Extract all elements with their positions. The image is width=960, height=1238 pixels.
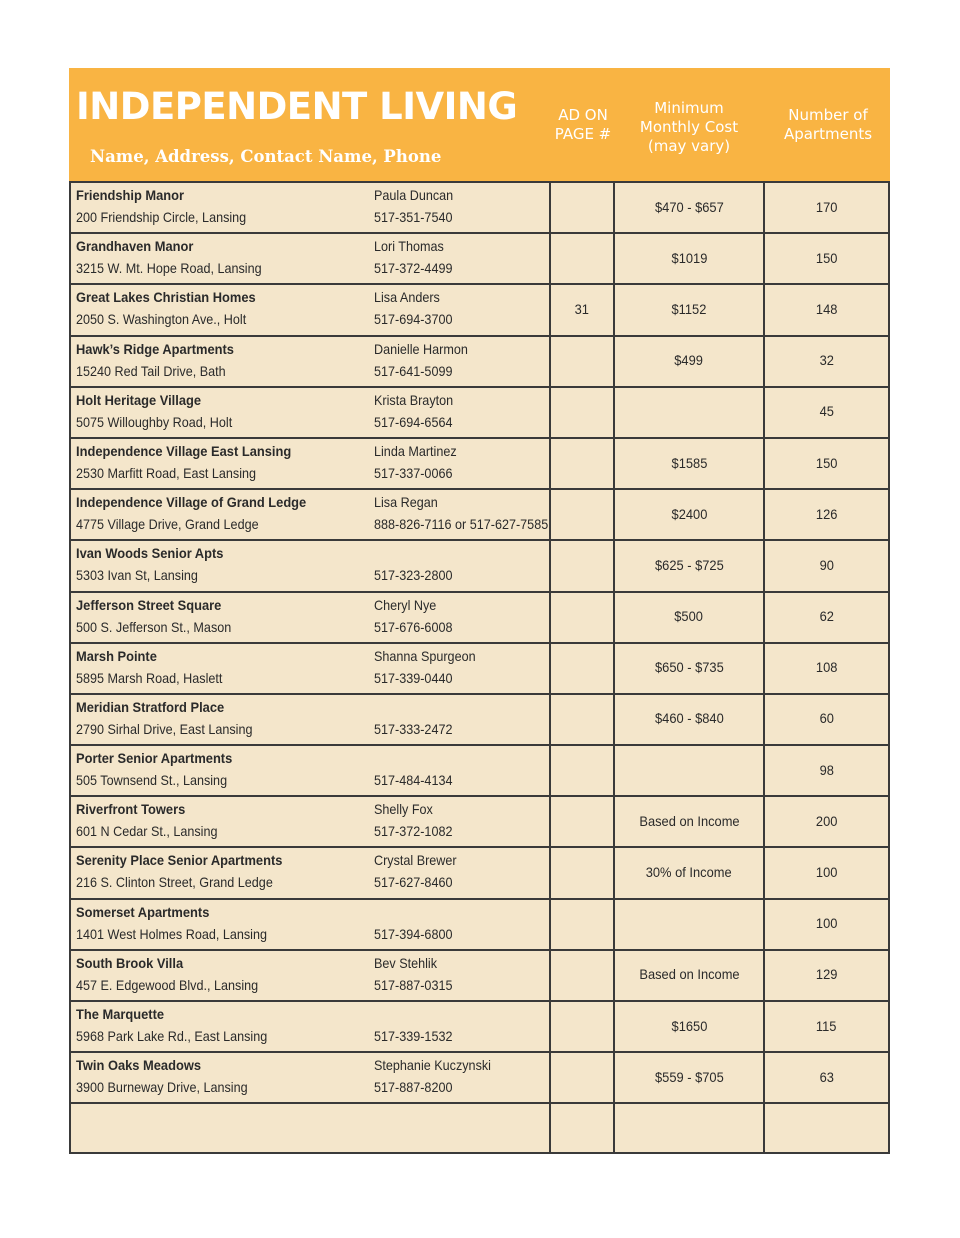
table-row [71, 797, 888, 848]
monthly-cost-value: $499 [674, 352, 704, 369]
table-row [71, 490, 888, 541]
contact-phone: 517-887-8200 [374, 1079, 453, 1096]
monthly-cost-cell [615, 848, 765, 897]
apartments-value: 45 [819, 403, 834, 420]
ad-page-cell [551, 285, 615, 334]
contact-phone: 517-484-4134 [374, 772, 453, 789]
listing-cell [71, 1053, 551, 1102]
monthly-cost-value: $470 - $657 [654, 198, 724, 215]
table-row [71, 388, 888, 439]
ad-page-cell [551, 439, 615, 488]
monthly-cost-cell [615, 541, 765, 590]
monthly-cost-cell [615, 183, 765, 232]
apartments-value: 126 [815, 505, 838, 522]
listing-cell [71, 337, 551, 386]
monthly-cost-value: $500 [674, 608, 704, 625]
listing-cell [71, 285, 551, 334]
monthly-cost-value: $460 - $840 [654, 710, 724, 727]
monthly-cost-value: $2400 [671, 505, 707, 522]
monthly-cost-cell [615, 593, 765, 642]
apartments-value: 90 [819, 556, 834, 573]
ad-page-cell [551, 695, 615, 744]
facility-name: Twin Oaks Meadows [76, 1057, 202, 1074]
contact-name: Bev Stehlik [374, 954, 438, 971]
table-row [71, 900, 888, 951]
contact-name: Lisa Anders [374, 289, 440, 306]
contact-phone: 517-337-0066 [374, 464, 453, 481]
contact-name: Linda Martinez [374, 442, 457, 459]
apartments-cell [765, 951, 888, 1000]
table-row [71, 593, 888, 644]
page-title: INDEPENDENT LIVING [76, 85, 518, 128]
facility-name: Somerset Apartments [76, 903, 210, 920]
apartments-value: 98 [819, 761, 834, 778]
contact-name: Krista Brayton [374, 391, 454, 408]
listing-cell [71, 695, 551, 744]
facility-address: 5303 Ivan St, Lansing [76, 567, 198, 584]
table-row [71, 234, 888, 285]
apartments-value: 150 [815, 249, 838, 266]
monthly-cost-value: $650 - $735 [654, 659, 724, 676]
monthly-cost-cell [615, 1002, 765, 1051]
facility-name: Hawk’s Ridge Apartments [76, 340, 234, 357]
apartments-value: 100 [815, 915, 838, 932]
table-row [71, 644, 888, 695]
facility-address: 5895 Marsh Road, Haslett [76, 669, 223, 686]
contact-name: Lisa Regan [374, 494, 438, 511]
contact-phone: 517-887-0315 [374, 976, 453, 993]
table-row [71, 541, 888, 592]
apartments-cell [765, 746, 888, 795]
ad-page-cell [551, 183, 615, 232]
contact-phone: 517-333-2472 [374, 720, 453, 737]
table-row [71, 951, 888, 1002]
contact-phone: 517-694-3700 [374, 311, 453, 328]
contact-name: Lori Thomas [374, 238, 444, 255]
listing-cell [71, 1002, 551, 1051]
ad-page-cell [551, 388, 615, 437]
facility-name: Ivan Woods Senior Apts [76, 545, 224, 562]
column-header-listing: Name, Address, Contact Name, Phone [90, 147, 442, 166]
table-row-empty [71, 1104, 888, 1154]
apartments-cell [765, 695, 888, 744]
apartments-cell [765, 183, 888, 232]
table-body [69, 181, 890, 1154]
column-header-apartments-line2: Apartments [783, 124, 873, 143]
facility-name: Serenity Place Senior Apartments [76, 852, 283, 869]
monthly-cost-value: Based on Income [638, 966, 740, 983]
column-header-ad-page-line2: PAGE # [554, 124, 612, 143]
facility-address: 216 S. Clinton Street, Grand Ledge [76, 874, 273, 891]
apartments-cell [765, 848, 888, 897]
facility-address: 500 S. Jefferson St., Mason [76, 618, 232, 635]
apartments-value: 170 [815, 198, 838, 215]
apartments-cell [765, 644, 888, 693]
contact-phone: 888-826-7116 or 517-627-7585 [374, 516, 549, 533]
apartments-cell [765, 541, 888, 590]
ad-page-cell [551, 900, 615, 949]
table-header [69, 68, 890, 181]
monthly-cost-value: $1650 [671, 1017, 707, 1034]
ad-page-cell [551, 1002, 615, 1051]
contact-phone: 517-351-7540 [374, 209, 453, 225]
contact-phone: 517-676-6008 [374, 618, 453, 635]
ad-page-cell [551, 541, 615, 590]
ad-page-cell [551, 337, 615, 386]
column-header-ad-page-line1: AD ON [558, 105, 608, 124]
facility-name: Grandhaven Manor [76, 238, 194, 255]
apartments-cell [765, 797, 888, 846]
facility-name: Friendship Manor [76, 187, 185, 203]
facility-name: The Marquette [76, 1006, 165, 1022]
monthly-cost-cell [615, 695, 765, 744]
apartments-value: 32 [819, 352, 834, 369]
facility-address: 5075 Willoughby Road, Holt [76, 413, 233, 430]
monthly-cost-cell [615, 337, 765, 386]
contact-phone: 517-372-4499 [374, 260, 453, 277]
apartments-cell [765, 388, 888, 437]
contact-name: Danielle Harmon [374, 340, 468, 357]
table-row [71, 746, 888, 797]
table-row [71, 848, 888, 899]
ad-page-value: 31 [574, 300, 590, 317]
monthly-cost-cell [615, 1053, 765, 1102]
contact-phone: 517-694-6564 [374, 413, 453, 430]
apartments-value: 62 [819, 608, 834, 625]
column-header-monthly-cost-line1: Minimum [654, 99, 724, 117]
table-row [71, 1053, 888, 1104]
apartments-value: 148 [815, 300, 838, 317]
apartments-cell [765, 490, 888, 539]
facility-address: 505 Townsend St., Lansing [76, 772, 228, 789]
contact-phone: 517-372-1082 [374, 823, 453, 840]
facility-address: 3900 Burneway Drive, Lansing [76, 1079, 248, 1096]
facility-name: South Brook Villa [76, 954, 184, 971]
monthly-cost-cell [615, 234, 765, 283]
column-header-monthly-cost-line2: Monthly Cost [639, 118, 739, 136]
facility-address: 3215 W. Mt. Hope Road, Lansing [76, 260, 262, 277]
contact-phone: 517-627-8460 [374, 874, 453, 891]
apartments-cell [765, 1002, 888, 1051]
monthly-cost-cell [615, 388, 765, 437]
facility-name: Independence Village of Grand Ledge [76, 494, 307, 511]
ad-page-cell [551, 746, 615, 795]
monthly-cost-value: $1585 [671, 454, 707, 471]
table-row [71, 285, 888, 336]
apartments-value: 200 [815, 812, 838, 829]
contact-name: Cheryl Nye [374, 596, 437, 613]
listing-cell [71, 746, 551, 795]
monthly-cost-cell [615, 746, 765, 795]
monthly-cost-value: $1019 [671, 249, 707, 266]
monthly-cost-value: $559 - $705 [654, 1068, 724, 1085]
table-row [71, 1002, 888, 1053]
listing-cell [71, 490, 551, 539]
apartments-cell [765, 439, 888, 488]
apartments-cell [765, 337, 888, 386]
apartments-value: 129 [815, 966, 838, 983]
apartments-value: 115 [816, 1017, 837, 1034]
listing-cell [71, 951, 551, 1000]
listing-cell [71, 900, 551, 949]
monthly-cost-cell [615, 951, 765, 1000]
facility-name: Jefferson Street Square [76, 596, 222, 613]
table-row [71, 183, 888, 234]
monthly-cost-cell [615, 900, 765, 949]
facility-address: 5968 Park Lake Rd., East Lansing [76, 1028, 268, 1044]
listing-cell [71, 848, 551, 897]
ad-page-cell [551, 848, 615, 897]
monthly-cost-cell [615, 490, 765, 539]
facility-address: 2790 Sirhal Drive, East Lansing [76, 720, 253, 737]
monthly-cost-value: $1152 [671, 300, 707, 317]
contact-name: Shanna Spurgeon [374, 647, 476, 664]
contact-name: Paula Duncan [374, 187, 454, 203]
ad-page-cell [551, 951, 615, 1000]
listing-cell [71, 797, 551, 846]
facility-address: 200 Friendship Circle, Lansing [76, 209, 247, 225]
apartments-cell [765, 593, 888, 642]
ad-page-cell [551, 1104, 615, 1152]
ad-page-cell [551, 1053, 615, 1102]
apartments-cell [765, 234, 888, 283]
monthly-cost-value: 30% of Income [646, 864, 732, 881]
facility-name: Holt Heritage Village [76, 391, 202, 408]
contact-phone: 517-339-1532 [374, 1028, 453, 1044]
contact-name: Stephanie Kuczynski [374, 1057, 491, 1074]
listing-cell [71, 1104, 551, 1152]
listing-cell [71, 388, 551, 437]
facility-name: Marsh Pointe [76, 647, 157, 664]
ad-page-cell [551, 234, 615, 283]
facility-name: Meridian Stratford Place [76, 698, 225, 715]
facility-address: 2530 Marfitt Road, East Lansing [76, 464, 257, 481]
facility-name: Independence Village East Lansing [76, 442, 292, 459]
column-header-ad-page [552, 68, 614, 181]
apartments-cell [765, 1053, 888, 1102]
listing-cell [71, 644, 551, 693]
contact-name: Crystal Brewer [374, 852, 457, 869]
apartments-value: 108 [815, 659, 838, 676]
listing-cell [71, 439, 551, 488]
apartments-value: 150 [815, 454, 838, 471]
table-row [71, 695, 888, 746]
apartments-value: 60 [819, 710, 834, 727]
apartments-value: 100 [815, 864, 838, 881]
monthly-cost-cell [615, 644, 765, 693]
monthly-cost-cell [615, 1104, 765, 1152]
facility-address: 4775 Village Drive, Grand Ledge [76, 516, 259, 533]
column-header-monthly-cost-line3: (may vary) [647, 137, 731, 155]
monthly-cost-cell [615, 439, 765, 488]
apartments-cell [765, 900, 888, 949]
table-row [71, 337, 888, 388]
facility-address: 2050 S. Washington Ave., Holt [76, 311, 247, 328]
facility-address: 1401 West Holmes Road, Lansing [76, 925, 267, 942]
facility-name: Great Lakes Christian Homes [76, 289, 256, 306]
apartments-cell [765, 285, 888, 334]
ad-page-cell [551, 593, 615, 642]
listing-cell [71, 183, 551, 232]
column-header-apartments-line1: Number of [788, 105, 868, 124]
monthly-cost-cell [615, 285, 765, 334]
ad-page-cell [551, 797, 615, 846]
contact-phone: 517-394-6800 [374, 925, 453, 942]
facility-name: Riverfront Towers [76, 801, 186, 818]
contact-phone: 517-323-2800 [374, 567, 453, 584]
ad-page-cell [551, 644, 615, 693]
listing-cell [71, 541, 551, 590]
column-header-monthly-cost [616, 68, 762, 181]
table-row [71, 439, 888, 490]
listing-cell [71, 234, 551, 283]
contact-phone: 517-641-5099 [374, 362, 453, 379]
apartments-cell [765, 1104, 888, 1152]
monthly-cost-value: Based on Income [638, 812, 740, 829]
contact-phone: 517-339-0440 [374, 669, 453, 686]
apartments-value: 63 [819, 1068, 834, 1085]
monthly-cost-value: $625 - $725 [654, 556, 724, 573]
facility-address: 601 N Cedar St., Lansing [76, 823, 218, 840]
monthly-cost-cell [615, 797, 765, 846]
listing-cell [71, 593, 551, 642]
contact-name: Shelly Fox [374, 801, 433, 818]
facility-address: 15240 Red Tail Drive, Bath [76, 362, 226, 379]
facility-name: Porter Senior Apartments [76, 750, 233, 767]
column-header-apartments [766, 68, 890, 181]
independent-living-table [69, 68, 890, 1154]
ad-page-cell [551, 490, 615, 539]
facility-address: 457 E. Edgewood Blvd., Lansing [76, 976, 259, 993]
